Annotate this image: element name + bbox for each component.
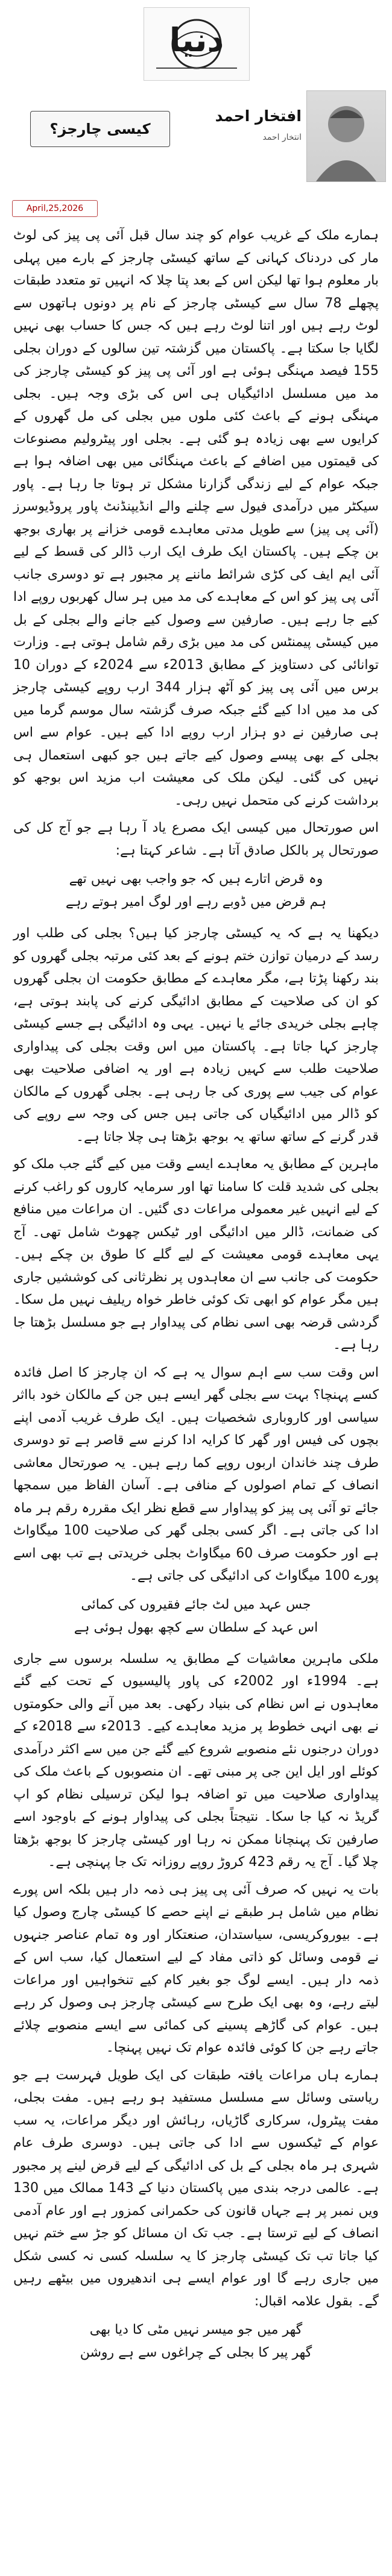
poem-line: جس عہد میں لٹ جائے فقیروں کی کمائی — [81, 1597, 311, 1612]
paragraph: ہمارے ہاں مراعات یافتہ طبقات کی ایک طویل فہرست ہے جو ریاستی وسائل سے مسلسل مستفید ہو رہے ہیں۔ مفت بجلی، مفت پیٹرول، سرکاری گاڑیاں، رہائش اور دیگر مراعات، یہ سب عوام کے ٹیکسوں سے ادا کی جاتی ہیں۔ دوسری طرف عام شہری ہر ماہ بجلی کے بل کی ادائیگی کے لیے قرض لینے پر مجبور ہے۔ عالمی درجہ بندی میں پاکستان دنیا کے 143 ممالک میں 130 ویں نمبر پر ہے جہاں قانون کی حکمرانی کمزور ہے اور عام آدمی انصاف کے لیے ترستا ہے۔ جب تک ان مسائل کو جڑ سے ختم نہیں کیا جاتا تب تک کیسٹی چارجز کا یہ سلسلہ کسی نہ کسی شکل میں جاری رہے گا اور عوام ایسے ہی اندھیروں میں بیٹھے رہیں گے۔ بقول علامہ اقبال: — [13, 2067, 379, 2309]
paragraph: دیکھنا یہ ہے کہ یہ کیسٹی چارجز کیا ہیں؟ بجلی کی طلب اور رسد کے درمیان توازن ختم ہونے کے بعد کئی مرتبہ بجلی گھروں کو بند رکھنا پڑتا ہے، مگر معاہدے کے مطابق حکومت ان بجلی گھروں کو ان کی صلاحیت کے مطابق ادائیگی کرنے کی پابند ہوتی ہے، چاہے بجلی خریدی جائے یا نہیں۔ یہی وہ ادائیگی ہے جسے کیسٹی چارجز کہا جاتا ہے۔ پاکستان میں اس وقت بجلی کی پیداواری صلاحیت طلب سے کہیں زیادہ ہے اور یہ اضافی صلاحیت بھی عوام کی جیب سے پوری کی جا رہی ہے۔ بجلی گھروں کے مالکان کو ڈالر میں ادائیگیاں کی جاتی ہیں جس کی وجہ سے روپے کی قدر گرنے کے ساتھ ساتھ یہ بوجھ بڑھتا ہی چلا جاتا ہے۔ — [13, 926, 379, 1145]
paragraph: ملکی ماہرین معاشیات کے مطابق یہ سلسلہ برسوں سے جاری ہے۔ 1994ء اور 2002ء کی پاور پالیسیوں کے تحت کیے گئے معاہدوں نے اس نظام کی بنیاد رکھی۔ بعد میں آنے والی حکومتوں نے بھی انہی خطوط پر مزید معاہدے کیے۔ 2013ء سے 2018ء کے دوران درجنوں نئے منصوبے شروع کیے گئے جن میں سے اکثر درآمدی کوئلے اور ایل این جی پر مبنی تھے۔ ان منصوبوں کے باعث ملک کی پیداواری صلاحیت میں تو اضافہ ہوا لیکن ترسیلی نظام کو اپ گریڈ نہ کیا جا سکا۔ نتیجتاً بجلی کی پیداوار ہونے کے باوجود اسے صارفین تک پہنچانا ممکن نہ رہا اور کیسٹی چارجز کا بوجھ بڑھتا چلا گیا۔ آج یہ رقم 423 کروڑ روپے روزانہ تک جا پہنچی ہے۔ — [13, 1651, 379, 1870]
poem-couplet — [37, 868, 355, 914]
poem-line: ہم قرض میں ڈوبے رہے اور لوگ امیر ہوتے رہے — [65, 894, 327, 909]
column-title: کیسی چارجز؟ — [30, 111, 170, 147]
publish-date: April,25,2026 — [12, 200, 98, 217]
paragraph: اس وقت سب سے اہم سوال یہ ہے کہ ان چارجز کا اصل فائدہ کسے پہنچا؟ بہت سے بجلی گھر ایسے ہیں جن کے مالکان خود بااثر سیاسی اور کاروباری شخصیات ہیں۔ ایک طرف غریب آدمی اپنے بچوں کی فیس اور گھر کا کرایہ ادا کرنے سے قاصر ہے تو دوسری طرف چند خاندان اربوں روپے کما رہے ہیں۔ یہ صورتحال معاشی انصاف کے تمام اصولوں کے منافی ہے۔ آسان الفاظ میں سمجھا جائے تو آئی پی پیز کو پیداوار سے قطع نظر ایک مقررہ رقم ہر ماہ ادا کی جاتی ہے۔ اگر کسی بجلی گھر کی صلاحیت 100 میگاواٹ ہے اور حکومت صرف 60 میگاواٹ بجلی خریدتی ہے تب بھی اسے پورے 100 میگاواٹ کی ادائیگی کی جاتی ہے۔ — [13, 1365, 379, 1583]
paragraph: اس صورتحال میں کیسی ایک مصرع یاد آ رہا ہے جو آج کل کی صورتحال پر بالکل صادق آتا ہے۔ شاعر کہتا ہے: — [13, 820, 379, 858]
masthead — [0, 0, 392, 90]
poem-line: وہ قرض اتارے ہیں کہ جو واجب بھی نہیں تھے — [69, 872, 323, 887]
logo-text: دنیا — [169, 21, 224, 59]
poem-line: گھر میں جو میسر نہیں مٹی کا دیا بھی — [89, 2322, 303, 2337]
author-photo — [306, 90, 386, 182]
paragraph: ماہرین کے مطابق یہ معاہدے ایسے وقت میں کیے گئے جب ملک کو بجلی کی شدید قلت کا سامنا تھا اور سرمایہ کاروں کو راغب کرنے کے لیے انہیں غیر معمولی مراعات دی گئیں۔ ان مراعات میں منافع کی ضمانت، ڈالر میں ادائیگی اور ٹیکس چھوٹ شامل تھی۔ آج یہی معاہدے قومی معیشت کے لیے گلے کا طوق بن چکے ہیں۔ حکومت کی جانب سے ان معاہدوں پر نظرثانی کی کوششیں جاری ہیں مگر عوام کو ابھی تک کوئی خاطر خواہ ریلیف نہیں مل سکا۔ گردشی قرضہ بھی اسی نظام کی پیداوار ہے جو مسلسل بڑھتا جا رہا ہے۔ — [13, 1157, 379, 1352]
article-body — [13, 224, 379, 2373]
paragraph: بات یہ نہیں کہ صرف آئی پی پیز ہی ذمہ دار ہیں بلکہ اس پورے نظام میں شامل ہر طبقے نے اپنے حصے کا کیسٹی چارج وصول کیا ہے۔ بیوروکریسی، سیاستدان، صنعتکار اور وہ تمام عناصر جنہوں نے قومی وسائل کو ذاتی مفاد کے لیے استعمال کیا، سب اس کے ذمہ دار ہیں۔ ایسے لوگ جو بغیر کام کیے تنخواہیں اور مراعات لیتے رہے، وہ بھی ایک طرح سے کیسٹی چارجز ہی وصول کر رہے ہیں۔ عوام کی گاڑھے پسینے کی کمائی سے ایسے منصوبے چلائے جاتے رہے جن کا کوئی فائدہ عوام تک نہیں پہنچا۔ — [13, 1882, 379, 2055]
poem-line: گھر پیر کا بجلی کے چراغوں سے ہے روشن — [80, 2345, 312, 2360]
paragraph: ہمارے ملک کے غریب عوام کو چند سال قبل آئی پی پیز کی لوٹ مار کی دردناک کہانی کے ساتھ کیسٹی چارجز کے بارے میں پہلی بار معلوم ہوا تھا لیکن اس کے بعد پتا چلا کہ انہیں تو متعدد طبقات پچھلے 78 سال سے کیسٹی چارجز کے نام پر دونوں ہاتھوں سے لوٹ رہے ہیں اور اتنا لوٹ رہے ہیں کہ جس کا حساب بھی نہیں لگایا جا سکتا ہے۔ پاکستان میں گزشتہ تین سالوں کے دوران بجلی 155 فیصد مہنگی ہوئی ہے اور آئی پی پیز کو کیسٹی چارجز کی مد میں مسلسل ادائیگیاں ہی اس کی بڑی وجہ ہیں۔ بجلی مہنگی ہونے کے باعث کئی ملوں میں بجلی کی مل گھروں کے کرایوں سے بھی زیادہ ہو گئی ہے۔ بجلی اور پیٹرولیم مصنوعات کی قیمتوں میں اضافے کے باعث مہنگائی میں بھی اضافہ ہوا ہے جبکہ عوام کے لیے زندگی گزارنا مشکل تر ہوتا جا رہا ہے۔ پاور سیکٹر میں درآمدی فیول سے چلنے والے انڈیپنڈنٹ پاور پروڈیوسرز (آئی پی پیز) سے طویل مدتی معاہدے قومی خزانے پر بھاری بوجھ بن چکے ہیں۔ پاکستان ایک طرف ایک ارب ڈالر کی قسط کے لیے آئی ایم ایف کی کڑی شرائط ماننے پر مجبور ہے تو دوسری جانب آئی پی پیز کو اس کے معاہدے کی مد میں ہر سال کھربوں روپے ادا کیے جا رہے ہیں۔ صارفین سے وصول کیے جانے والے بجلی کے بل میں کیسٹی پیمنٹس کی مد میں بڑی رقم شامل ہوتی ہے۔ وزارت توانائی کی دستاویز کے مطابق 2013ء سے 2024ء کے دوران 10 برس میں آئی پی پیز کو آٹھ ہزار 344 ارب روپے کیسٹی چارجز کی مد میں ادا کیے گئے جبکہ صرف گزشتہ سال موسم گرما میں ہی صارفین نے دو ہزار ارب روپے ادا کیے ہیں۔ عوام سے اس بجلی کے بھی پیسے وصول کیے جاتے ہیں جو کبھی استعمال ہی نہیں کی گئی۔ لیکن ملک کی معیشت اب مزید اس بوجھ کو برداشت کرنے کی متحمل نہیں رہی۔ — [13, 228, 379, 808]
newspaper-logo[interactable] — [144, 7, 250, 81]
author-portrait-icon — [307, 91, 385, 181]
poem-couplet — [37, 2319, 355, 2364]
poem-couplet — [37, 1594, 355, 1639]
author-subtitle: انتخار احمد — [262, 133, 302, 142]
byline — [0, 90, 392, 217]
poem-line: اس عہد کے سلطان سے کچھ بھول ہوئی ہے — [74, 1619, 318, 1635]
author-name: افتخار احمد — [215, 107, 302, 125]
